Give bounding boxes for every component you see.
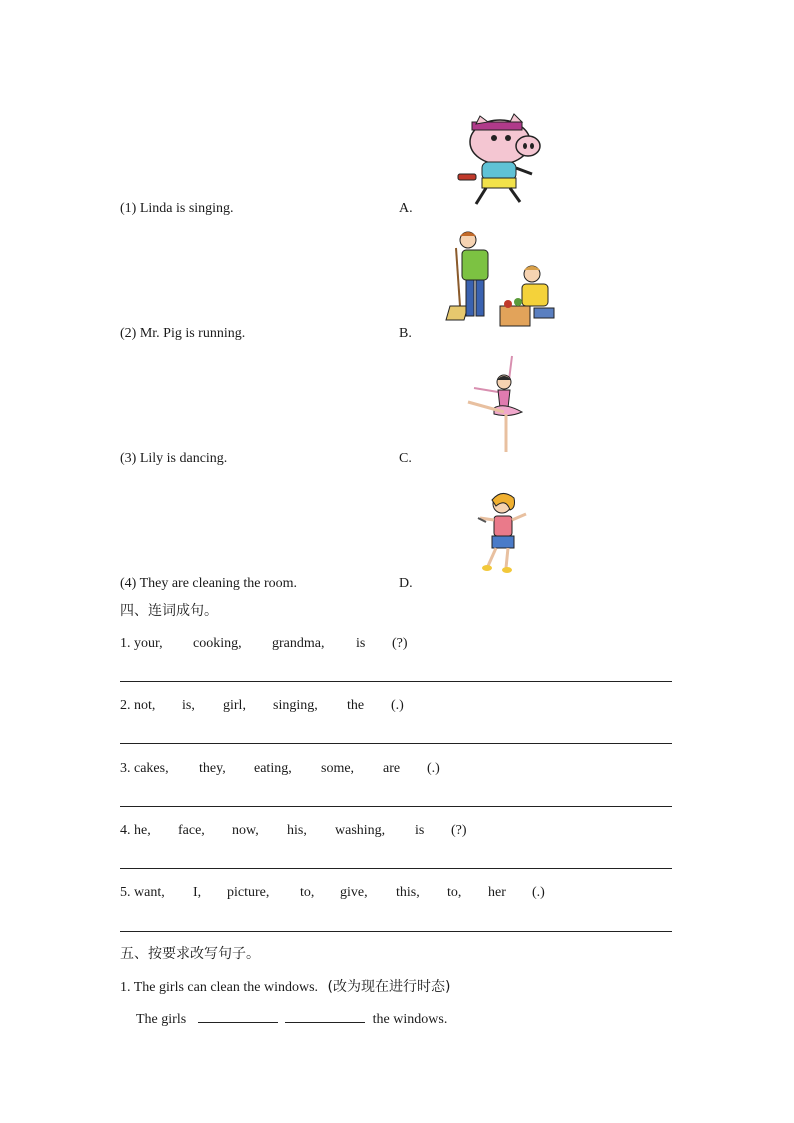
match-item-2-text: (2) Mr. Pig is running. <box>120 326 246 341</box>
word: girl, <box>223 698 246 713</box>
word: grandma, <box>272 636 325 651</box>
match-item-1-text: (1) Linda is singing. <box>120 201 234 216</box>
section-4-heading: 四、连词成句。 <box>120 603 218 619</box>
word: is, <box>182 698 195 713</box>
word: his, <box>287 823 307 838</box>
rewrite-answer-start: The girls <box>136 1012 187 1027</box>
word: (.) <box>532 885 545 900</box>
match-item-3-letter: C. <box>399 451 412 466</box>
match-item-4-letter: D. <box>399 576 413 591</box>
answer-blank-2[interactable] <box>285 1010 365 1023</box>
answer-line-5[interactable] <box>120 931 672 932</box>
girl-dancing-illustration <box>464 352 534 460</box>
word: (.) <box>391 698 404 713</box>
word: to, <box>300 885 315 900</box>
word: is <box>415 823 425 838</box>
answer-line-3[interactable] <box>120 806 672 807</box>
word: give, <box>340 885 368 900</box>
rewrite-answer-end: the windows. <box>372 1012 448 1027</box>
word: the <box>347 698 365 713</box>
word: some, <box>321 761 355 776</box>
word: eating, <box>254 761 292 776</box>
word: is <box>356 636 366 651</box>
word: to, <box>447 885 462 900</box>
word: singing, <box>273 698 318 713</box>
word: washing, <box>335 823 386 838</box>
word: this, <box>396 885 420 900</box>
rewrite-question-1-prompt: 1. The girls can clean the windows. <box>120 980 319 995</box>
word: are <box>383 761 401 776</box>
word: cooking, <box>193 636 242 651</box>
word: 1. your, <box>120 636 163 651</box>
answer-line-2[interactable] <box>120 743 672 744</box>
word: picture, <box>227 885 270 900</box>
word: now, <box>232 823 259 838</box>
word: I, <box>193 885 202 900</box>
word: 2. not, <box>120 698 156 713</box>
word: face, <box>178 823 205 838</box>
word: (.) <box>427 761 440 776</box>
match-item-3-text: (3) Lily is dancing. <box>120 451 228 466</box>
pig-running-illustration <box>450 108 546 208</box>
word: (?) <box>392 636 408 651</box>
word: 5. want, <box>120 885 165 900</box>
match-item-4-text: (4) They are cleaning the room. <box>120 576 298 591</box>
word: 4. he, <box>120 823 151 838</box>
match-item-2-letter: B. <box>399 326 412 341</box>
girl-singing-illustration <box>466 488 536 574</box>
children-cleaning-illustration <box>442 228 558 330</box>
section-5-heading: 五、按要求改写句子。 <box>120 946 260 962</box>
match-item-1-letter: A. <box>399 201 413 216</box>
answer-line-1[interactable] <box>120 681 672 682</box>
rewrite-question-1 <box>120 979 450 996</box>
answer-line-4[interactable] <box>120 868 672 869</box>
answer-blank-1[interactable] <box>198 1010 278 1023</box>
rewrite-question-1-instruction: (改为现在进行时态) <box>327 979 451 995</box>
word: they, <box>199 761 226 776</box>
word: (?) <box>451 823 467 838</box>
word: her <box>488 885 506 900</box>
word: 3. cakes, <box>120 761 169 776</box>
rewrite-answer-1 <box>136 1010 447 1028</box>
